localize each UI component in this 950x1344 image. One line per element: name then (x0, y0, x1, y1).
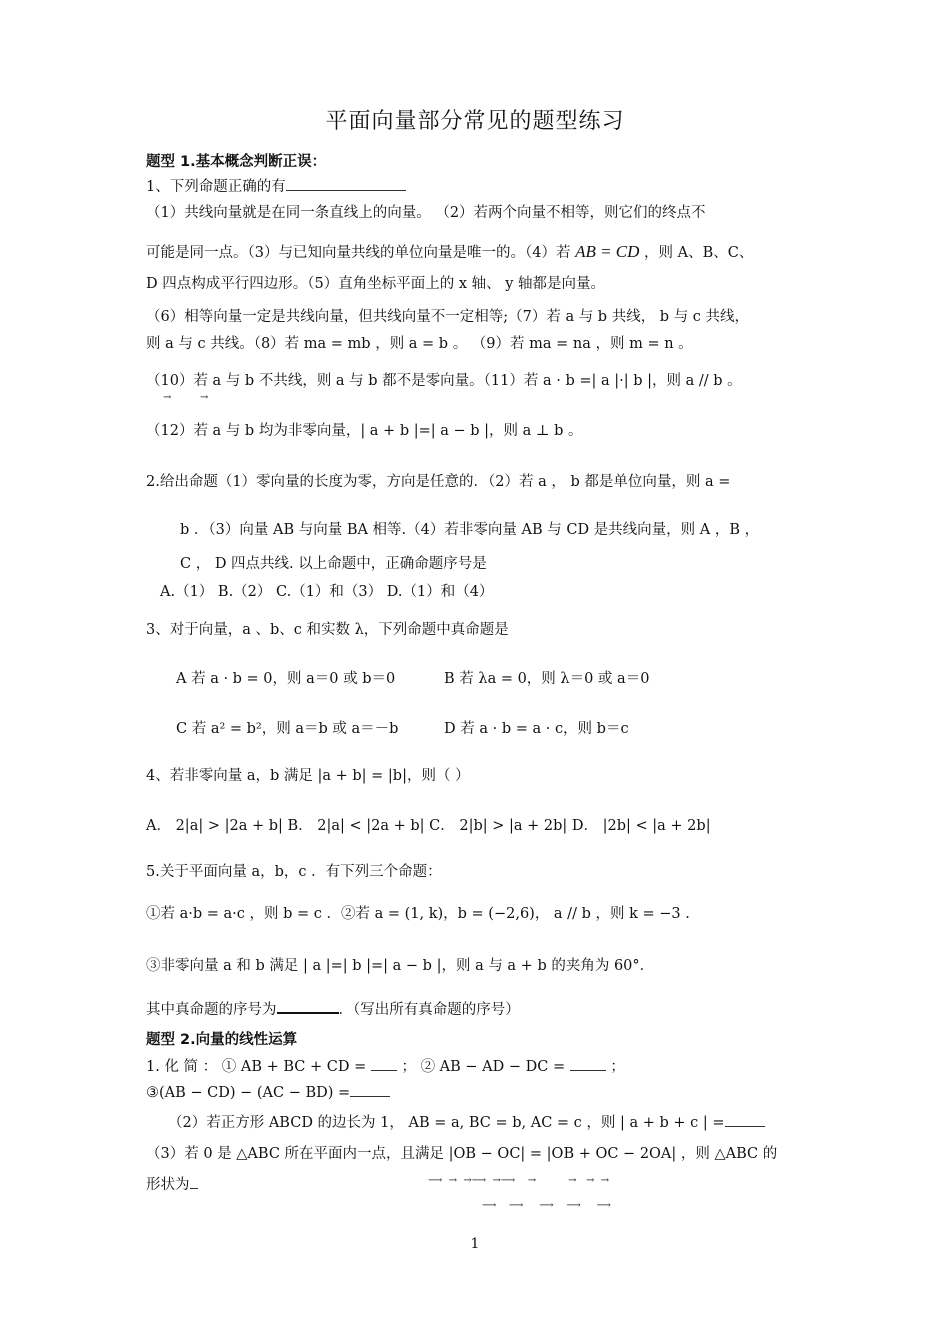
q1-line-2b: ，则 A、B、C、 (644, 245, 754, 261)
q4-stem: 4、若非零向量 a，b 满足 |a + b| = |b|，则（ ） (146, 768, 470, 784)
q3-option-c: C 若 a² = b²，则 a＝b 或 a＝－b (176, 721, 399, 737)
page-title: 平面向量部分常见的题型练习 (325, 109, 625, 134)
t2-blank-3 (350, 1082, 390, 1097)
t2-blank-5 (190, 1174, 198, 1189)
q1-line-3: D 四点构成平行四边形。（5）直角坐标平面上的 x 轴、 y 轴都是向量。 (146, 276, 606, 292)
q1-line-5: 则 a 与 c 共线。（8）若 ma = mb ，则 a = b 。 （9）若 ma = na ，则 m = n 。 (146, 336, 693, 352)
q1-line-6: （10）若 a 与 b 不共线，则 a 与 b 都不是零向量。（11）若 a · b =| a |·| b |，则 a // b 。 (146, 373, 742, 389)
vector-arrow-row-2: ⟶ ⟶ ⟶ ⟶ ⟶ (482, 1200, 611, 1211)
t2-line-1c: ； (610, 1059, 625, 1075)
q1-answer-blank (286, 176, 406, 191)
q1-stem-text: 1、下列命题正确的有 (146, 179, 286, 195)
t2-line-1 (146, 1056, 625, 1077)
q3-option-a: A 若 a · b = 0，则 a＝0 或 b＝0 (176, 671, 396, 687)
q1-line-4: （6）相等向量一定是共线向量，但共线向量不一定相等;（7）若 a 与 b 共线， b 与 c 共线， (146, 309, 750, 325)
q5-line-3 (146, 998, 520, 1020)
t2-line-1b: ； ② AB − AD − DC = (401, 1059, 566, 1075)
q3-option-d: D 若 a · b = a · c，则 b＝c (444, 721, 629, 737)
q1-line-7: （12）若 a 与 b 均为非零向量，| a + b |=| a − b |，则 a ⊥ b 。 (146, 423, 583, 439)
q1-line-1: （1）共线向量就是在同一条直线上的向量。 （2）若两个向量不相等，则它们的终点不 (146, 205, 706, 221)
t2-line-3-text: （2）若正方形 ABCD 的边长为 1， AB = a, BC = b, AC = c ，则 | a + b + c | = (168, 1115, 725, 1131)
q2-line-3: C ， D 四点共线. 以上命题中，正确命题序号是 (180, 556, 487, 572)
q2-line-2: b ．（3）向量 AB 与向量 BA 相等.（4）若非零向量 AB 与 CD 是共线向量，则 A ，B ， (180, 522, 760, 538)
vector-arrow-marks: → → (163, 392, 209, 403)
q5-line-3a: 其中真命题的序号为 (146, 1002, 277, 1018)
t2-blank-1 (371, 1056, 397, 1071)
t2-line-5-text: 形状为 (146, 1177, 190, 1193)
q5-line-2: ③非零向量 a 和 b 满足 | a |=| b |=| a − b |，则 a 与 a + b 的夹角为 60°． (146, 958, 655, 974)
q5-line-1: ①若 a·b = a·c ，则 b = c ．②若 a = (1, k)，b = (−2,6)， a // b ，则 k = −3 . (146, 906, 690, 922)
q1-stem (146, 176, 406, 197)
t2-line-2 (146, 1082, 390, 1103)
q1-line-2-math: AB = CD (575, 242, 640, 261)
t2-line-5 (146, 1174, 198, 1195)
vector-arrow-row-1: ⟶ → →⟶ →⟶ → → → → (428, 1175, 610, 1186)
t2-line-2-text: ③(AB − CD) − (AC − BD) = (146, 1085, 351, 1101)
q5-stem: 5.关于平面向量 a，b，c ．有下列三个命题： (146, 864, 442, 880)
type1-heading: 题型 1.基本概念判断正误： (146, 154, 327, 170)
t2-line-1a: 1. 化 简 ： ① AB + BC + CD = (146, 1059, 367, 1075)
t2-line-4: （3）若 0 是 △ABC 所在平面内一点，且满足 |OB − OC| = |OB + OC − 2OA| ，则 △ABC 的 (146, 1146, 778, 1162)
t2-line-3 (168, 1112, 765, 1133)
type2-heading: 题型 2.向量的线性运算 (146, 1032, 298, 1048)
q5-line-3b: ．（写出所有真命题的序号） (338, 1002, 520, 1018)
q3-option-b: B 若 λa = 0，则 λ＝0 或 a＝0 (444, 671, 650, 687)
q2-options: A.（1） B.（2） C.（1）和（3） D.（1）和（4） (160, 584, 494, 600)
t2-blank-2 (570, 1056, 606, 1071)
page-number: 1 (470, 1236, 480, 1252)
q3-stem: 3、对于向量，a 、b、c 和实数 λ，下列命题中真命题是 (146, 622, 509, 638)
t2-blank-4 (725, 1112, 765, 1127)
q1-line-2a: 可能是同一点。（3）与已知向量共线的单位向量是唯一的。（4）若 (146, 245, 571, 261)
q5-answer-blank (277, 998, 339, 1014)
q2-line-1: 2.给出命题（1）零向量的长度为零，方向是任意的．（2）若 a ， b 都是单位向量，则 a = (146, 474, 731, 490)
q4-options: A． 2|a| > |2a + b| B． 2|a| < |2a + b| C． 2|b| > |a + 2b| D． |2b| < |a + 2b| (146, 818, 711, 834)
q1-line-2 (146, 242, 753, 263)
